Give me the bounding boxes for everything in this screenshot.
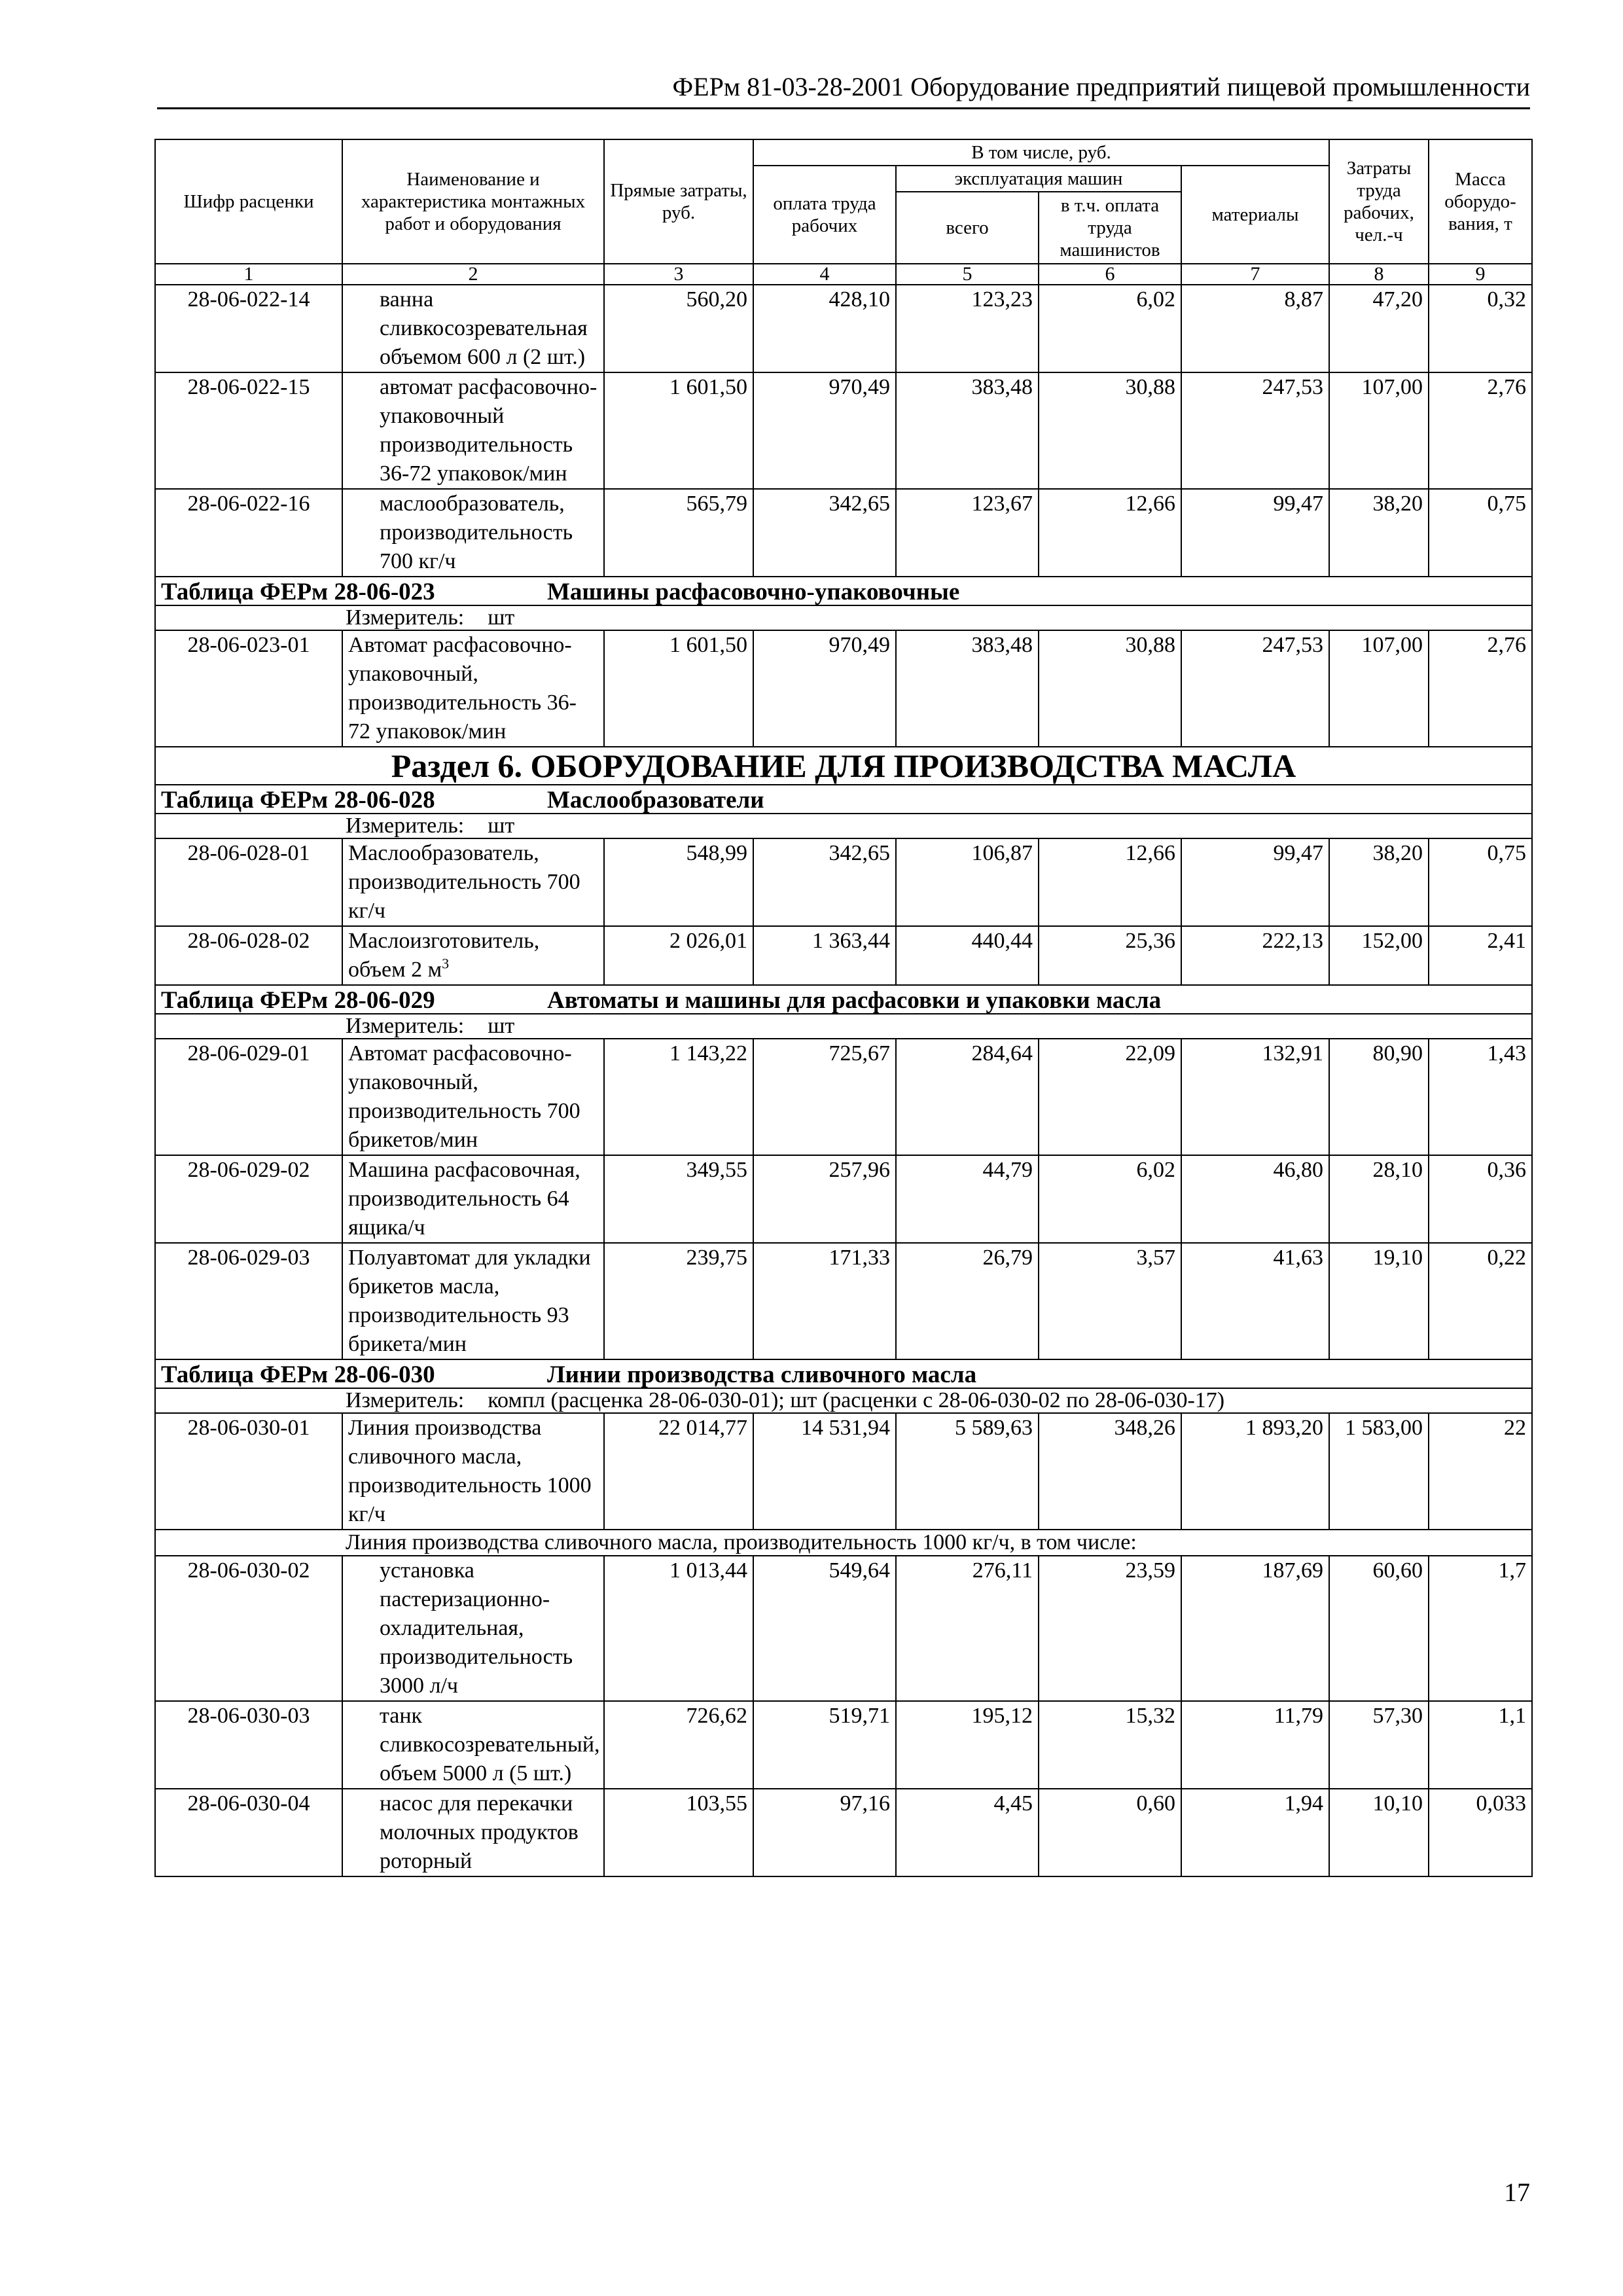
col-number: 2 (342, 264, 604, 285)
rate-code: 28-06-028-01 (155, 838, 342, 926)
table-body (155, 285, 1532, 1876)
value-labor: 428,10 (753, 285, 896, 372)
value-hours: 19,10 (1329, 1243, 1429, 1359)
value-direct: 1 601,50 (604, 630, 753, 747)
measure (155, 605, 1532, 630)
value-mass: 2,76 (1429, 630, 1532, 747)
value-m-labor: 348,26 (1039, 1413, 1181, 1530)
col-m-labor-header: в т.ч. оплата труда машинистов (1039, 192, 1181, 264)
value-m-labor: 6,02 (1039, 285, 1181, 372)
rate-code: 28-06-030-01 (155, 1413, 342, 1530)
value-mass: 0,033 (1429, 1789, 1532, 1876)
rate-code: 28-06-029-01 (155, 1039, 342, 1155)
measure (155, 1388, 1532, 1413)
value-m-total: 440,44 (896, 926, 1039, 985)
measure-label: Измеритель: (346, 814, 465, 838)
value-m-labor: 6,02 (1039, 1155, 1181, 1243)
work-name: Машина расфасовочная, производительность 64 ящика/ч (342, 1155, 604, 1243)
value-labor: 519,71 (753, 1701, 896, 1789)
col-mass-header: Масса оборудо-вания, т (1429, 139, 1532, 264)
table-header (155, 139, 1532, 285)
work-name: Линия производства сливочного масла, производительность 1000 кг/ч (342, 1413, 604, 1530)
rate-code: 28-06-030-02 (155, 1556, 342, 1701)
value-materials: 11,79 (1181, 1701, 1329, 1789)
value-m-labor: 3,57 (1039, 1243, 1181, 1359)
table-row (155, 372, 1532, 489)
value-materials: 222,13 (1181, 926, 1329, 985)
page-number: 17 (1504, 2178, 1530, 2207)
value-hours: 57,30 (1329, 1701, 1429, 1789)
work-name: Полуавтомат для укладки брикетов масла, производительность 93 брикета/мин (342, 1243, 604, 1359)
measure-row (155, 814, 1532, 838)
rates-table (154, 139, 1533, 1877)
table-title-row (155, 985, 1532, 1014)
measure-value: шт (488, 1014, 515, 1038)
table-number: Таблица ФЕРм 28-06-029 (161, 987, 435, 1014)
col-number: 3 (604, 264, 753, 285)
col-number: 8 (1329, 264, 1429, 285)
value-labor: 1 363,44 (753, 926, 896, 985)
value-hours: 60,60 (1329, 1556, 1429, 1701)
rate-code: 28-06-030-03 (155, 1701, 342, 1789)
col-number: 5 (896, 264, 1039, 285)
measure (155, 1014, 1532, 1039)
table-name: Линии производства сливочного масла (547, 1361, 977, 1388)
col-number: 6 (1039, 264, 1181, 285)
work-name: насос для перекачки молочных продуктов роторный (342, 1789, 604, 1876)
value-labor: 97,16 (753, 1789, 896, 1876)
value-mass: 22 (1429, 1413, 1532, 1530)
value-mass: 0,32 (1429, 285, 1532, 372)
col-name-header: Наименование и характеристика монтажных работ и оборудования (342, 139, 604, 264)
table-name: Маслообразователи (547, 787, 764, 814)
value-mass: 0,75 (1429, 838, 1532, 926)
measure (155, 814, 1532, 838)
work-name: автомат расфасовочно-упаковочный производительность 36-72 упаковок/мин (342, 372, 604, 489)
value-hours: 28,10 (1329, 1155, 1429, 1243)
value-m-labor: 30,88 (1039, 372, 1181, 489)
value-labor: 342,65 (753, 489, 896, 577)
measure-label: Измеритель: (346, 605, 465, 630)
value-materials: 99,47 (1181, 489, 1329, 577)
col-number: 4 (753, 264, 896, 285)
table-row (155, 285, 1532, 372)
work-name: установка пастеризационно-охладительная, производительность 3000 л/ч (342, 1556, 604, 1701)
table-row (155, 1155, 1532, 1243)
col-direct-header: Прямые затраты, руб. (604, 139, 753, 264)
value-labor: 342,65 (753, 838, 896, 926)
table-row (155, 926, 1532, 985)
value-m-labor: 12,66 (1039, 489, 1181, 577)
table-title (155, 785, 1532, 814)
value-direct: 1 143,22 (604, 1039, 753, 1155)
work-name: Автомат расфасовочно-упаковочный, производительность 36-72 упаковок/мин (342, 630, 604, 747)
col-machines-header: эксплуатация машин (896, 166, 1181, 192)
table-row (155, 1039, 1532, 1155)
value-direct: 103,55 (604, 1789, 753, 1876)
table-row (155, 1556, 1532, 1701)
value-m-total: 5 589,63 (896, 1413, 1039, 1530)
work-name: маслообразователь, производительность 700 кг/ч (342, 489, 604, 577)
col-labor-header: оплата труда рабочих (753, 166, 896, 264)
value-hours: 152,00 (1329, 926, 1429, 985)
value-m-total: 106,87 (896, 838, 1039, 926)
value-m-labor: 22,09 (1039, 1039, 1181, 1155)
value-hours: 47,20 (1329, 285, 1429, 372)
col-code-header: Шифр расценки (155, 139, 342, 264)
table-row (155, 630, 1532, 747)
work-name: ванна сливкосозревательная объемом 600 л (2 шт.) (342, 285, 604, 372)
value-m-labor: 23,59 (1039, 1556, 1181, 1701)
value-labor: 970,49 (753, 630, 896, 747)
value-materials: 187,69 (1181, 1556, 1329, 1701)
rate-code: 28-06-023-01 (155, 630, 342, 747)
value-direct: 239,75 (604, 1243, 753, 1359)
value-m-total: 383,48 (896, 372, 1039, 489)
rate-code: 28-06-029-03 (155, 1243, 342, 1359)
rate-code: 28-06-028-02 (155, 926, 342, 985)
rate-code: 28-06-029-02 (155, 1155, 342, 1243)
value-hours: 10,10 (1329, 1789, 1429, 1876)
work-name: Автомат расфасовочно-упаковочный, производительность 700 брикетов/мин (342, 1039, 604, 1155)
value-hours: 38,20 (1329, 489, 1429, 577)
table-title-row (155, 1359, 1532, 1388)
value-mass: 1,43 (1429, 1039, 1532, 1155)
work-name (342, 926, 604, 985)
col-m-total-header: всего (896, 192, 1039, 264)
col-number: 9 (1429, 264, 1532, 285)
measure-row (155, 605, 1532, 630)
table-title (155, 577, 1532, 605)
section-title: Раздел 6. ОБОРУДОВАНИЕ ДЛЯ ПРОИЗВОДСТВА МАСЛА (155, 747, 1532, 785)
sub-heading-row (155, 1530, 1532, 1556)
col-number: 7 (1181, 264, 1329, 285)
value-m-total: 195,12 (896, 1701, 1039, 1789)
value-materials: 99,47 (1181, 838, 1329, 926)
value-labor: 725,67 (753, 1039, 896, 1155)
value-mass: 0,75 (1429, 489, 1532, 577)
value-m-labor: 12,66 (1039, 838, 1181, 926)
table-row (155, 1789, 1532, 1876)
col-materials-header: материалы (1181, 166, 1329, 264)
measure-row (155, 1388, 1532, 1413)
value-m-total: 276,11 (896, 1556, 1039, 1701)
table-title-row (155, 785, 1532, 814)
value-direct: 726,62 (604, 1701, 753, 1789)
value-direct: 548,99 (604, 838, 753, 926)
header-rule (157, 107, 1530, 109)
measure-label: Измеритель: (346, 1388, 465, 1412)
col-hours-header: Затраты труда рабочих, чел.-ч (1329, 139, 1429, 264)
table-name: Автоматы и машины для расфасовки и упаковки масла (547, 987, 1162, 1014)
value-mass: 2,76 (1429, 372, 1532, 489)
value-mass: 0,22 (1429, 1243, 1532, 1359)
value-m-total: 26,79 (896, 1243, 1039, 1359)
value-labor: 970,49 (753, 372, 896, 489)
table-name: Машины расфасовочно-упаковочные (547, 579, 960, 605)
value-labor: 14 531,94 (753, 1413, 896, 1530)
column-numbers (155, 264, 1532, 285)
value-mass: 0,36 (1429, 1155, 1532, 1243)
value-hours: 1 583,00 (1329, 1413, 1429, 1530)
value-hours: 38,20 (1329, 838, 1429, 926)
work-name: танк сливкосозревательный, объем 5000 л (5 шт.) (342, 1701, 604, 1789)
value-materials: 247,53 (1181, 630, 1329, 747)
value-labor: 257,96 (753, 1155, 896, 1243)
rate-code: 28-06-022-15 (155, 372, 342, 489)
table-row (155, 1413, 1532, 1530)
value-materials: 1 893,20 (1181, 1413, 1329, 1530)
measure-label: Измеритель: (346, 1014, 465, 1038)
value-hours: 107,00 (1329, 372, 1429, 489)
rate-code: 28-06-022-14 (155, 285, 342, 372)
value-direct: 1 013,44 (604, 1556, 753, 1701)
table-number: Таблица ФЕРм 28-06-030 (161, 1361, 435, 1388)
table-title (155, 985, 1532, 1014)
table-row (155, 489, 1532, 577)
value-m-total: 284,64 (896, 1039, 1039, 1155)
value-hours: 107,00 (1329, 630, 1429, 747)
measure-row (155, 1014, 1532, 1039)
value-materials: 8,87 (1181, 285, 1329, 372)
value-direct: 1 601,50 (604, 372, 753, 489)
work-name-text: Маслоизготовитель, объем 2 м (348, 929, 540, 982)
value-materials: 41,63 (1181, 1243, 1329, 1359)
value-mass: 1,7 (1429, 1556, 1532, 1701)
value-direct: 560,20 (604, 285, 753, 372)
table-row (155, 838, 1532, 926)
table-row (155, 1701, 1532, 1789)
table-title-row (155, 577, 1532, 605)
measure-value: шт (488, 814, 515, 838)
table-title (155, 1359, 1532, 1388)
measure-value: компл (расценка 28-06-030-01); шт (расценки с 28-06-030-02 по 28-06-030-17) (488, 1388, 1225, 1412)
value-hours: 80,90 (1329, 1039, 1429, 1155)
work-name: Маслообразователь, производительность 700 кг/ч (342, 838, 604, 926)
rate-code: 28-06-030-04 (155, 1789, 342, 1876)
value-direct: 22 014,77 (604, 1413, 753, 1530)
value-m-total: 123,23 (896, 285, 1039, 372)
value-m-total: 4,45 (896, 1789, 1039, 1876)
value-m-labor: 15,32 (1039, 1701, 1181, 1789)
col-incl-header: В том числе, руб. (753, 139, 1329, 166)
value-m-total: 123,67 (896, 489, 1039, 577)
value-labor: 549,64 (753, 1556, 896, 1701)
value-m-labor: 0,60 (1039, 1789, 1181, 1876)
value-materials: 132,91 (1181, 1039, 1329, 1155)
value-labor: 171,33 (753, 1243, 896, 1359)
col-number: 1 (155, 264, 342, 285)
table-number: Таблица ФЕРм 28-06-028 (161, 787, 435, 814)
value-mass: 2,41 (1429, 926, 1532, 985)
value-m-labor: 30,88 (1039, 630, 1181, 747)
value-direct: 349,55 (604, 1155, 753, 1243)
rate-code: 28-06-022-16 (155, 489, 342, 577)
measure-value: шт (488, 605, 515, 630)
value-materials: 1,94 (1181, 1789, 1329, 1876)
value-mass: 1,1 (1429, 1701, 1532, 1789)
running-title: ФЕРм 81-03-28-2001 Оборудование предприятий пищевой промышленности (672, 72, 1530, 101)
value-materials: 46,80 (1181, 1155, 1329, 1243)
value-m-total: 383,48 (896, 630, 1039, 747)
value-materials: 247,53 (1181, 372, 1329, 489)
value-m-total: 44,79 (896, 1155, 1039, 1243)
section-title-row (155, 747, 1532, 785)
value-direct: 565,79 (604, 489, 753, 577)
table-row (155, 1243, 1532, 1359)
unit-superscript: 3 (442, 955, 450, 972)
table-number: Таблица ФЕРм 28-06-023 (161, 579, 435, 605)
value-direct: 2 026,01 (604, 926, 753, 985)
sub-heading: Линия производства сливочного масла, производительность 1000 кг/ч, в том числе: (155, 1530, 1532, 1556)
value-m-labor: 25,36 (1039, 926, 1181, 985)
